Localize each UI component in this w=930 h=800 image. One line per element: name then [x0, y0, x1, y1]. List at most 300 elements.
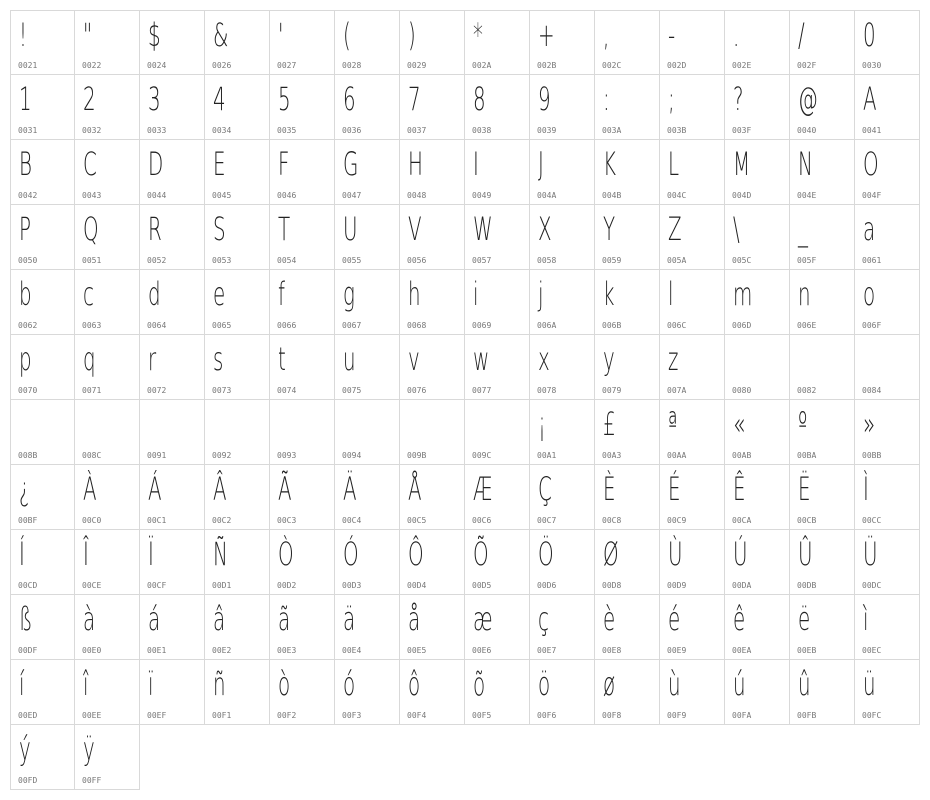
- glyph-character: y: [603, 340, 615, 378]
- glyph-codepoint-label: 00EC: [862, 646, 882, 655]
- glyph-cell: [660, 595, 725, 660]
- glyph-codepoint-label: 00C8: [602, 516, 622, 525]
- glyph-character: d: [148, 275, 161, 313]
- glyph-cell: [270, 530, 335, 595]
- glyph-character: õ: [473, 665, 486, 703]
- glyph-cell: [530, 205, 595, 270]
- glyph-character: ï: [148, 665, 154, 703]
- glyph-codepoint-label: 00BA: [797, 451, 817, 460]
- glyph-cell: [10, 530, 75, 595]
- glyph-codepoint-label: 0073: [212, 386, 232, 395]
- glyph-character: W: [473, 210, 493, 248]
- glyph-character: i: [473, 275, 479, 313]
- glyph-codepoint-label: 00D3: [342, 581, 362, 590]
- glyph-cell: [725, 660, 790, 725]
- glyph-character: ã: [278, 600, 291, 638]
- glyph-codepoint-label: 0026: [212, 61, 232, 70]
- glyph-codepoint-label: 0036: [342, 126, 362, 135]
- glyph-codepoint-label: 0040: [797, 126, 817, 135]
- glyph-character: ,: [603, 16, 610, 54]
- glyph-codepoint-label: 00FC: [862, 711, 882, 720]
- glyph-character: R: [148, 210, 162, 248]
- glyph-cell: [725, 75, 790, 140]
- glyph-codepoint-label: 00E8: [602, 646, 622, 655]
- glyph-cell: [465, 660, 530, 725]
- glyph-character: æ: [473, 600, 493, 638]
- glyph-codepoint-label: 00BB: [862, 451, 882, 460]
- glyph-cell: [10, 335, 75, 400]
- glyph-codepoint-label: 003B: [667, 126, 687, 135]
- glyph-codepoint-label: 0065: [212, 321, 232, 330]
- glyph-character: ô: [408, 665, 421, 703]
- glyph-codepoint-label: 00CD: [18, 581, 38, 590]
- glyph-character: .: [733, 16, 740, 54]
- glyph-codepoint-label: 00C1: [147, 516, 167, 525]
- glyph-codepoint-label: 0024: [147, 61, 167, 70]
- glyph-character: Ò: [278, 535, 294, 573]
- glyph-codepoint-label: 004B: [602, 191, 622, 200]
- glyph-cell: [465, 270, 530, 335]
- glyph-codepoint-label: 006F: [862, 321, 882, 330]
- glyph-cell: [140, 595, 205, 660]
- glyph-character: c: [83, 275, 94, 313]
- glyph-cell: [75, 595, 140, 660]
- glyph-cell: [205, 400, 270, 465]
- glyph-cell: [725, 400, 790, 465]
- glyph-cell: [595, 400, 660, 465]
- glyph-codepoint-label: 0082: [797, 386, 817, 395]
- glyph-character: ì: [863, 600, 869, 638]
- glyph-cell: [205, 595, 270, 660]
- glyph-codepoint-label: 004E: [797, 191, 817, 200]
- glyph-character: ò: [278, 665, 291, 703]
- glyph-character: Ã: [278, 470, 292, 508]
- glyph-cell: [465, 400, 530, 465]
- glyph-cell: [140, 660, 205, 725]
- glyph-cell: [75, 10, 140, 75]
- glyph-character: 0: [863, 16, 876, 54]
- glyph-codepoint-label: 0041: [862, 126, 882, 135]
- glyph-character: K: [603, 145, 617, 183]
- glyph-cell: [790, 270, 855, 335]
- glyph-codepoint-label: 0092: [212, 451, 232, 460]
- glyph-character: I: [473, 145, 479, 183]
- glyph-character: ;: [668, 80, 675, 118]
- glyph-character: ª: [668, 405, 678, 443]
- glyph-cell: [725, 270, 790, 335]
- glyph-cell: [790, 140, 855, 205]
- glyph-codepoint-label: 00AA: [667, 451, 687, 460]
- glyph-codepoint-label: 00C7: [537, 516, 557, 525]
- glyph-character: Ê: [733, 470, 746, 508]
- glyph-cell: [855, 400, 920, 465]
- glyph-codepoint-label: 00E7: [537, 646, 557, 655]
- glyph-cell: [790, 10, 855, 75]
- glyph-cell: [790, 530, 855, 595]
- glyph-character: Æ: [473, 470, 493, 508]
- glyph-codepoint-label: 002C: [602, 61, 622, 70]
- glyph-character: ö: [538, 665, 551, 703]
- glyph-codepoint-label: 00F9: [667, 711, 687, 720]
- glyph-codepoint-label: 002B: [537, 61, 557, 70]
- glyph-cell: [400, 335, 465, 400]
- glyph-codepoint-label: 00CB: [797, 516, 817, 525]
- glyph-character: x: [538, 340, 550, 378]
- glyph-character: @: [798, 80, 818, 118]
- glyph-character: ó: [343, 665, 356, 703]
- glyph-cell: [335, 140, 400, 205]
- glyph-codepoint-label: 0078: [537, 386, 557, 395]
- glyph-cell: [725, 335, 790, 400]
- glyph-codepoint-label: 00FF: [82, 776, 102, 785]
- glyph-character: p: [19, 340, 32, 378]
- glyph-character: º: [798, 405, 808, 443]
- glyph-character: j: [538, 275, 544, 313]
- glyph-cell: [335, 595, 400, 660]
- glyph-character: Q: [83, 210, 99, 248]
- glyph-character: m: [733, 275, 753, 313]
- glyph-codepoint-label: 00FA: [732, 711, 752, 720]
- glyph-cell: [335, 270, 400, 335]
- glyph-cell: [270, 465, 335, 530]
- glyph-cell: [400, 270, 465, 335]
- glyph-codepoint-label: 0058: [537, 256, 557, 265]
- glyph-cell: [855, 140, 920, 205]
- glyph-codepoint-label: 006C: [667, 321, 687, 330]
- glyph-codepoint-label: 0064: [147, 321, 167, 330]
- glyph-codepoint-label: 00D1: [212, 581, 232, 590]
- glyph-codepoint-label: 00D6: [537, 581, 557, 590]
- glyph-codepoint-label: 005F: [797, 256, 817, 265]
- glyph-codepoint-label: 00A1: [537, 451, 557, 460]
- glyph-character: Ü: [863, 535, 878, 573]
- glyph-character: á: [148, 600, 161, 638]
- glyph-character: ë: [798, 600, 811, 638]
- glyph-codepoint-label: 0038: [472, 126, 492, 135]
- glyph-codepoint-label: 00C4: [342, 516, 362, 525]
- glyph-codepoint-label: 0039: [537, 126, 557, 135]
- glyph-cell: [10, 400, 75, 465]
- glyph-character: !: [19, 16, 27, 54]
- glyph-cell: [75, 660, 140, 725]
- glyph-codepoint-label: 0054: [277, 256, 297, 265]
- glyph-cell: [335, 205, 400, 270]
- glyph-cell: [595, 595, 660, 660]
- glyph-cell: [660, 270, 725, 335]
- glyph-character: ): [408, 16, 416, 54]
- glyph-cell: [140, 530, 205, 595]
- glyph-cell: [465, 465, 530, 530]
- glyph-codepoint-label: 00EF: [147, 711, 167, 720]
- glyph-codepoint-label: 00BF: [18, 516, 38, 525]
- glyph-cell: [530, 400, 595, 465]
- glyph-cell: [205, 140, 270, 205]
- glyph-character: S: [213, 210, 226, 248]
- glyph-codepoint-label: 008B: [18, 451, 38, 460]
- glyph-cell: [205, 270, 270, 335]
- glyph-cell: [335, 465, 400, 530]
- glyph-character: 7: [408, 80, 421, 118]
- glyph-character: H: [408, 145, 423, 183]
- glyph-cell: [855, 10, 920, 75]
- glyph-character: Ì: [863, 470, 869, 508]
- glyph-codepoint-label: 00D9: [667, 581, 687, 590]
- glyph-cell: [205, 10, 270, 75]
- glyph-codepoint-label: 0057: [472, 256, 492, 265]
- glyph-character: à: [83, 600, 96, 638]
- glyph-character: f: [278, 275, 285, 313]
- glyph-cell: [335, 10, 400, 75]
- glyph-codepoint-label: 00EB: [797, 646, 817, 655]
- glyph-cell: [140, 140, 205, 205]
- glyph-cell: [725, 205, 790, 270]
- glyph-codepoint-label: 0048: [407, 191, 427, 200]
- glyph-character: 6: [343, 80, 356, 118]
- glyph-codepoint-label: 0035: [277, 126, 297, 135]
- glyph-character: w: [473, 340, 490, 378]
- glyph-cell: [75, 530, 140, 595]
- glyph-codepoint-label: 0034: [212, 126, 232, 135]
- glyph-codepoint-label: 00C6: [472, 516, 492, 525]
- glyph-character: T: [278, 210, 291, 248]
- glyph-codepoint-label: 00CE: [82, 581, 102, 590]
- glyph-character: ê: [733, 600, 746, 638]
- glyph-character: J: [538, 145, 544, 183]
- glyph-codepoint-label: 0071: [82, 386, 102, 395]
- glyph-codepoint-label: 00EA: [732, 646, 752, 655]
- glyph-cell: [725, 140, 790, 205]
- glyph-character: G: [343, 145, 359, 183]
- glyph-character: N: [798, 145, 813, 183]
- glyph-character: Õ: [473, 535, 489, 573]
- glyph-codepoint-label: 0021: [18, 61, 38, 70]
- glyph-character: È: [603, 470, 616, 508]
- glyph-character: 1: [19, 80, 32, 118]
- glyph-codepoint-label: 0066: [277, 321, 297, 330]
- glyph-cell: [75, 400, 140, 465]
- glyph-character: ': [278, 16, 284, 54]
- glyph-codepoint-label: 00F4: [407, 711, 427, 720]
- glyph-cell: [790, 660, 855, 725]
- glyph-codepoint-label: 005C: [732, 256, 752, 265]
- glyph-cell: [10, 725, 75, 790]
- glyph-cell: [855, 595, 920, 660]
- glyph-cell: [595, 140, 660, 205]
- glyph-character: Ë: [798, 470, 811, 508]
- glyph-character: É: [668, 470, 681, 508]
- glyph-cell: [725, 465, 790, 530]
- glyph-codepoint-label: 0051: [82, 256, 102, 265]
- glyph-cell: [75, 335, 140, 400]
- glyph-character: :: [603, 80, 610, 118]
- glyph-character: ú: [733, 665, 746, 703]
- glyph-codepoint-label: 0044: [147, 191, 167, 200]
- glyph-cell: [75, 270, 140, 335]
- glyph-character: 8: [473, 80, 486, 118]
- glyph-character: â: [213, 600, 226, 638]
- glyph-cell: [205, 205, 270, 270]
- glyph-character: h: [408, 275, 421, 313]
- glyph-character: a: [863, 210, 876, 248]
- glyph-character: Ó: [343, 535, 359, 573]
- glyph-codepoint-label: 0022: [82, 61, 102, 70]
- glyph-character: £: [603, 405, 616, 443]
- glyph-codepoint-label: 0063: [82, 321, 102, 330]
- glyph-character: \: [733, 210, 740, 248]
- glyph-character: Ç: [538, 470, 552, 508]
- glyph-codepoint-label: 00CC: [862, 516, 882, 525]
- glyph-cell: [465, 335, 530, 400]
- glyph-codepoint-label: 00E2: [212, 646, 232, 655]
- glyph-character: Î: [83, 535, 89, 573]
- glyph-cell: [465, 75, 530, 140]
- glyph-cell: [400, 595, 465, 660]
- glyph-cell: [660, 530, 725, 595]
- glyph-cell: [855, 75, 920, 140]
- glyph-codepoint-label: 0042: [18, 191, 38, 200]
- glyph-cell: [790, 205, 855, 270]
- glyph-codepoint-label: 006D: [732, 321, 752, 330]
- glyph-codepoint-label: 009B: [407, 451, 427, 460]
- glyph-cell: [400, 400, 465, 465]
- glyph-codepoint-label: 0069: [472, 321, 492, 330]
- glyph-cell: [10, 595, 75, 660]
- glyph-codepoint-label: 00F2: [277, 711, 297, 720]
- glyph-cell: [270, 140, 335, 205]
- glyph-character: 3: [148, 80, 161, 118]
- glyph-cell: [75, 465, 140, 530]
- glyph-cell: [465, 10, 530, 75]
- glyph-character: X: [538, 210, 552, 248]
- glyph-character: E: [213, 145, 226, 183]
- glyph-cell: [335, 660, 400, 725]
- glyph-cell: [725, 10, 790, 75]
- glyph-character: Á: [148, 470, 162, 508]
- glyph-codepoint-label: 00C0: [82, 516, 102, 525]
- glyph-cell: [140, 10, 205, 75]
- glyph-cell: [660, 75, 725, 140]
- glyph-codepoint-label: 0093: [277, 451, 297, 460]
- glyph-cell: [10, 10, 75, 75]
- glyph-codepoint-label: 0070: [18, 386, 38, 395]
- glyph-cell: [140, 270, 205, 335]
- glyph-cell: [140, 75, 205, 140]
- glyph-codepoint-label: 0079: [602, 386, 622, 395]
- glyph-character: l: [668, 275, 674, 313]
- glyph-character: z: [668, 340, 679, 378]
- glyph-cell: [530, 10, 595, 75]
- glyph-codepoint-label: 005A: [667, 256, 687, 265]
- glyph-cell: [530, 660, 595, 725]
- glyph-cell: [855, 270, 920, 335]
- glyph-codepoint-label: 0055: [342, 256, 362, 265]
- glyph-codepoint-label: 00D2: [277, 581, 297, 590]
- glyph-character: /: [798, 16, 805, 54]
- glyph-cell: [10, 140, 75, 205]
- glyph-codepoint-label: 002A: [472, 61, 492, 70]
- glyph-cell: [595, 335, 660, 400]
- glyph-character: F: [278, 145, 290, 183]
- glyph-codepoint-label: 0027: [277, 61, 297, 70]
- glyph-codepoint-label: 002F: [797, 61, 817, 70]
- glyph-cell: [465, 205, 530, 270]
- glyph-codepoint-label: 00F1: [212, 711, 232, 720]
- glyph-codepoint-label: 00F6: [537, 711, 557, 720]
- glyph-character: Ñ: [213, 535, 228, 573]
- glyph-codepoint-label: 0046: [277, 191, 297, 200]
- glyph-codepoint-label: 00E1: [147, 646, 167, 655]
- glyph-codepoint-label: 0029: [407, 61, 427, 70]
- glyph-codepoint-label: 0094: [342, 451, 362, 460]
- glyph-cell: [140, 400, 205, 465]
- glyph-character: n: [798, 275, 811, 313]
- glyph-cell: [205, 660, 270, 725]
- glyph-character: 9: [538, 80, 551, 118]
- glyph-character: å: [408, 600, 421, 638]
- glyph-character: Ï: [148, 535, 154, 573]
- glyph-character: U: [343, 210, 358, 248]
- glyph-codepoint-label: 007A: [667, 386, 687, 395]
- glyph-character: ñ: [213, 665, 226, 703]
- glyph-codepoint-label: 00C2: [212, 516, 232, 525]
- glyph-cell: [270, 205, 335, 270]
- glyph-character: g: [343, 275, 355, 313]
- glyph-cell: [530, 465, 595, 530]
- glyph-character: -: [668, 16, 676, 54]
- glyph-codepoint-label: 0074: [277, 386, 297, 395]
- glyph-character: Z: [668, 210, 682, 248]
- glyph-character: *: [473, 16, 483, 54]
- glyph-cell: [530, 595, 595, 660]
- glyph-character: Y: [603, 210, 616, 248]
- glyph-codepoint-label: 00E4: [342, 646, 362, 655]
- glyph-codepoint-label: 0053: [212, 256, 232, 265]
- glyph-cell: [855, 205, 920, 270]
- glyph-codepoint-label: 0043: [82, 191, 102, 200]
- glyph-codepoint-label: 004A: [537, 191, 557, 200]
- glyph-cell: [400, 205, 465, 270]
- glyph-character: q: [83, 340, 96, 378]
- glyph-cell: [10, 75, 75, 140]
- glyph-character: Å: [408, 470, 422, 508]
- glyph-character: L: [668, 145, 680, 183]
- glyph-character: Ä: [343, 470, 357, 508]
- glyph-codepoint-label: 00F5: [472, 711, 492, 720]
- glyph-cell: [400, 660, 465, 725]
- glyph-codepoint-label: 00A3: [602, 451, 622, 460]
- glyph-codepoint-label: 004C: [667, 191, 687, 200]
- glyph-cell: [595, 205, 660, 270]
- glyph-cell: [335, 400, 400, 465]
- glyph-cell: [400, 465, 465, 530]
- glyph-cell: [660, 660, 725, 725]
- glyph-codepoint-label: 00F8: [602, 711, 622, 720]
- glyph-codepoint-label: 00EE: [82, 711, 102, 720]
- glyph-cell: [790, 465, 855, 530]
- glyph-character: ?: [733, 80, 744, 118]
- glyph-character: «: [733, 405, 746, 443]
- glyph-codepoint-label: 0030: [862, 61, 882, 70]
- glyph-codepoint-label: 00AB: [732, 451, 752, 460]
- glyph-character: $: [148, 16, 161, 54]
- glyph-codepoint-label: 00DB: [797, 581, 817, 590]
- glyph-codepoint-label: 0032: [82, 126, 102, 135]
- glyph-codepoint-label: 00FD: [18, 776, 38, 785]
- glyph-cell: [75, 140, 140, 205]
- glyph-character: Â: [213, 470, 227, 508]
- glyph-cell: [595, 465, 660, 530]
- glyph-character: Û: [798, 535, 813, 573]
